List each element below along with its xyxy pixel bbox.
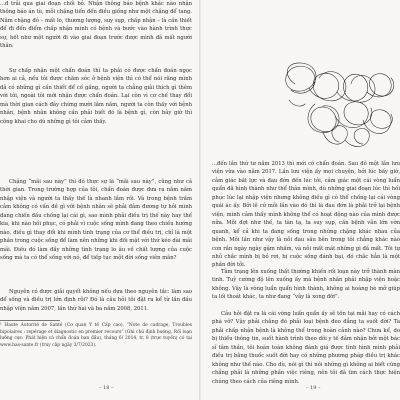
paragraph: ...đến lần thứ tư năm 2013 thì mới có chẩn đoán. Sau đó một lần lưu viện vừa vào năm 2017. Lần lưu viện ấy mọi chuyện, bởi lúc bấy giờ, cảm giác bắt lực và đau đớn đến lúc tôi, cảm giác một cái vòng luẩn quẩn đã hình thành như thể thân mình, dù những giai đoạn lúc thì hồi phục lúc lại nhập viện nhưng không điều gì có thể chống lại cái vòng quái ác ấy. Bởi lẽ cứ mỗi lần vào đó thì là đau đớn là phải trở lại bệnh viện, mình cảm thấy mình không thể có hoạt động nào của mình được nữa. Mỗi đợt như thế, ta tàn tạ, ta suy sụp, căn bệnh vẫn lớn vờn quanh, kể cả khi ta đang sống trong những chặng khác nhau của bệnh. Mỗi lần như vậy là nỗi đau sâu bên trong tôi chẳng khác nào con rắn ngày ngày gặm nhấm, và nỗi mất mát những gì đã mất. Tôi tự nhủ chắc mình bị bỏ rơi, bị cuộc sống đánh bại, đó chắc hẳn là một phần đời tôi. [212, 161, 400, 269]
footnote: ¹ Haute Autorité de Santé (Cơ quan Y tế Cấp cao), “Note de cadrage, Troubles bipolaires : repérage et diagnostic en premier recours” (Ghi chú định hướng, Rối loạn lưỡng cực: Phát hiện và chẩn đoán ban đầu), tháng 6/ 2014, tr. 8 (trực tuyến) có tại www.has-sante.fr (truy cập ngày 3/7/2023). [0, 323, 192, 348]
page-number: – 18 – [99, 385, 114, 391]
left-page [0, 0, 199, 400]
page-number: – 19 – [306, 385, 321, 391]
footnote-divider [0, 320, 60, 321]
paragraph: ...đ trải qua giai đoạn chối bỏ. Nhận thông báo bệnh khác nào nhận thông báo án tù, mỗi chặng tiến đến điều giống như một chặng để tang. Năm chặng đó – mất lo, thương lượng, suy sụp, chấp nhận – là cần thiết để đi đến điểm chấp nhận mình có bệnh và bước vào hành trình thực sự, hết như một người đi vào giai đoạn trước được mình đã mất người thân. [0, 1, 192, 50]
paragraph: Nguyên có được giải quyết không nếu dựa theo nguyên tắc: làm sao để sống và điều trị lớn định rõi? Đó là câu hỏi tôi đặt ra kể từ lần đầu nhập viện năm 2007, lần thứ hai và ba năm 2008, 2011. [0, 289, 192, 312]
right-page [201, 0, 400, 400]
paragraph: Tâm trạng lên xuống thất thường khiến rối loạn này trở thành màn tinh. Tuỳ cường độ lên xuống ấy mà bệnh nhân phải nhập viện hoặc không. Vậy là vòng luẩn quẩn hình thành, không ai hoàng hè mở giúp ta lối thoát khác, ta như đang “vây là xong đời”. [212, 269, 400, 301]
scribble-illustration [275, 54, 400, 154]
paragraph: Sự chấp nhận một chẩn đoán thì ta phải có được chẩn đoán ngọc hơn ai cả, nếu tôi được chăm sóc ở bệnh viện thì có thể nói rằng mình đã có những gì cần thiết để cố gắng, người ta chẳng giải thích gì thêm với tôi, ngoài tôi mới nhận được chẩn đoán. Lại còn vì cơ chế thay đổi mà thời gian cách đây chừng mười lăm năm, người ta còn thấy với bệnh nhân, bệnh nhân không cần phải biết đó là bệnh gì, còn bây giờ thì công khai cho dù những gì tôi cảm thấy. [0, 68, 192, 125]
paragraph: Câu hỏi đặt ra là cái vòng luẩn quẩn ấy sẽ tồn tại mãi hay có cách phá vỡ? Vậy phải chăng đó phải loại bệnh đeo đẳng ta suốt đời? Ta phải chấp nhận bệnh là không thể trong hoàn cảnh nào? Chưa kể, do bị thiếu thông tin, suốt hành trình theo dõi y tế đảm nhận bởi một bác sĩ tâm thần, tôi hoàn toàn không đánh giá được tình hình mình phải điều trị bằng thuốc suốt đời hay có những phương pháp điều trị khác không như thế nào. Cho dù, nói gì thì nói những gì không ai biết cũng chẳng phải là những phần việc riêng, nên tôi đã tìm cách thực hiện chúng theo cách của riêng mình. [212, 311, 400, 385]
paragraph: Chặng “mãi sau này” thì đó thực sự là “mãi sau này”, cũng như cả thời gian. Trong trường hợp của tôi, chẩn đoán được đưa ra năm năm nhập viện và người ta thấy thế là nhanh lắm rồi. Và trong bệnh trầm cảm không có vấn đề gì với bệnh nhân sẽ phải đảm đương tự hỏi mình đang chiến đấu chống lại cái gì, sao mình phải điều trị thế này hay thế kia, khi nào hồi phục, có phải vì cuộc sống mình đang theo chiều hướng nào, điều gì thay đổi khi mình tình trạng của cơ thể điều trị, chỉ là một phần trong cuộc sống để làm nên những khi đối mặt với thứ kéo dài mãi mãi. Điều đó làm đầy những tình trạng lo âu về chất lượng của cuộc sống mà ta có thể sống với nó, để tiếp tục một đời sống viên mãn? [0, 179, 192, 262]
